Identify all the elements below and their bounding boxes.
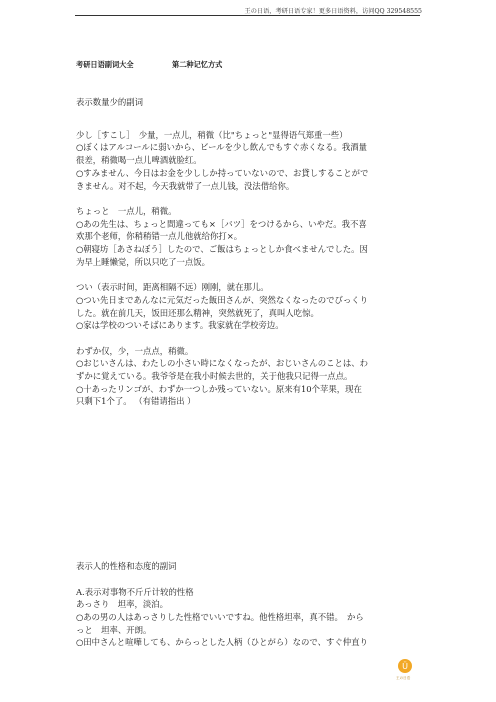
text-line: 只剩下1个了。 （有错请指出 ） bbox=[76, 396, 196, 407]
header-divider bbox=[75, 15, 420, 16]
document-title-row bbox=[76, 60, 222, 70]
text-line: ○家は学校のついそばにあります。我家就在学校旁边。 bbox=[76, 320, 284, 331]
text-line: 欢那个老师，你稍稍错一点儿他就给你打×。 bbox=[76, 231, 243, 242]
logo-icon: Ü bbox=[398, 659, 412, 673]
text-line: つい（表示时间，距离相隔不远）刚刚，就在那儿。 bbox=[76, 282, 269, 293]
text-line: ○つい先日まであんなに元気だった飯田さんが、突然なくなったのでびっくり bbox=[76, 294, 369, 305]
section-heading: 表示数量少的副词 bbox=[76, 97, 143, 107]
text-line: ずかに覚えている。我爷爷是在我小时候去世的，关于他我只记得一点点。 bbox=[76, 371, 353, 382]
logo-caption: 王の日语 bbox=[396, 676, 411, 680]
text-line: ちょっと 一点儿，稍微。 bbox=[76, 205, 177, 216]
text-line: した。就在前几天，饭田还那么精神，突然就死了，真叫人吃惊。 bbox=[76, 307, 319, 318]
text-line: っと 坦率、开朗。 bbox=[76, 624, 152, 635]
text-line: ○ぼくはアルコールに弱いから、ビールを少し飲んでもすぐ赤くなる。我酒量 bbox=[76, 142, 368, 153]
text-line: ○あの男の人はあっさりした性格でいいですね。他性格坦率，真不错。 から bbox=[76, 611, 364, 622]
text-line: ○あの先生は、ちょっと間違っても×［バツ］をつけるから、いやだ。我不喜 bbox=[76, 218, 367, 229]
document-title: 考研日语副词大全 bbox=[76, 60, 134, 69]
text-line: 为早上睡懒觉，所以只吃了一点饭。 bbox=[76, 256, 210, 267]
text-line: ○朝寝坊［あさねぼう］したので、ご飯はちょっとしか食べませんでした。因 bbox=[76, 244, 368, 255]
text-line: あっさり 坦率，淡泊。 bbox=[76, 599, 169, 610]
document-subtitle: 第二种记忆方式 bbox=[172, 60, 223, 69]
text-line: ○すみません、今日はお金を少ししか持っていないので、お貸しすることがで bbox=[76, 167, 369, 178]
text-line: ○十あったリンゴが、わずか一つしか残っていない。原来有10个苹果，现在 bbox=[76, 383, 362, 394]
text-line: 少し［すこし］ 少量，一点儿，稍微（比"ちょっと"显得语气郑重一些） bbox=[76, 129, 348, 140]
section-heading: 表示人的性格和态度的副词 bbox=[76, 561, 177, 572]
text-line: 很差，稍微喝一点儿啤酒就脸红。 bbox=[76, 155, 202, 166]
text-line: ○田中さんと喧嘩しても、からっとした人柄（ひとがら）なので、すぐ仲直り bbox=[76, 637, 368, 648]
text-line: ○おじいさんは、わたしの小さい時になくなったが、おじいさんのことは、わ bbox=[76, 358, 369, 369]
text-line: A.表示对事物不斤斤计较的性格 bbox=[76, 586, 194, 597]
text-line: きません。对不起，今天我就带了一点儿钱，没法借给你。 bbox=[76, 180, 295, 191]
header-text: 王の日语，考研日语专家！更多日语资料，访问QQ 329548555 bbox=[244, 8, 422, 15]
text-line: わずか仅，少，一点点，稍微。 bbox=[76, 345, 194, 356]
document-body bbox=[76, 96, 421, 649]
